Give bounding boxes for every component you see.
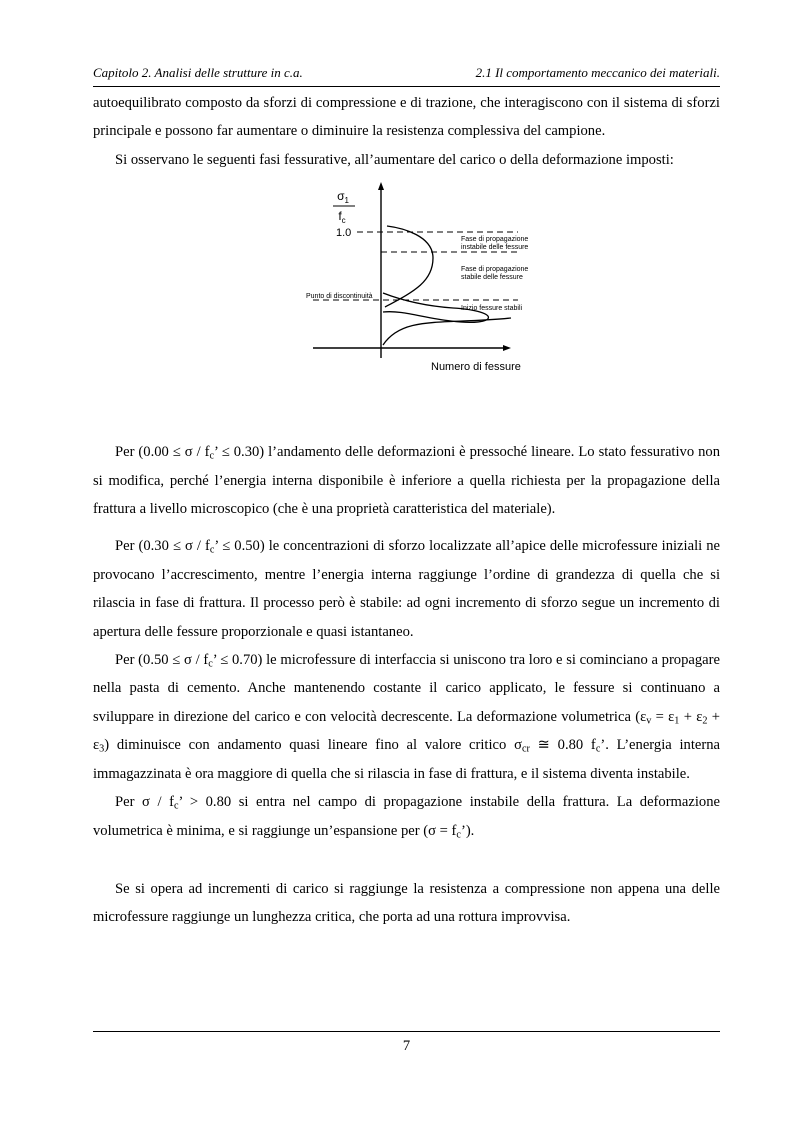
- y-axis-arrow: [378, 182, 384, 190]
- x-axis-arrow: [503, 345, 511, 351]
- label-discontinuity-point: Punto di discontinuità: [306, 293, 373, 301]
- paragraph-phase-0-30: Per ($0.00 \le \sigma / f_c$’ ≤ 0.30) l’andamento delle deformazioni è pressoché lineare. Lo stato fessurativo non si modifica, perché l’energia interna disponibile è inferiore a quella richiesta per la propagazione della frattura a livello microscopico (che è una proprietà caratteristica del materiale).: [93, 444, 720, 518]
- paragraph-phase-50-70: Per ($0.50 \le \sigma / f_c$’ ≤ 0.70) le microfessure di interfaccia si uniscono tra loro e si cominciano a propagare nella pasta di cemento. Anche mantenendo costante il carico applicato, le fessure si continuano a sviluppare in direzione del carico e con velocità decrescente. La deformazione volumetrica $(\varepsilon_v = \varepsilon_1 + \varepsilon_2 + \varepsilon_3)$ diminuisce con andamento quasi lineare fino al valore critico $\sigma_{cr}$ ≅ 0.80 $f_c$’. L’energia interna immagazzinata è ora maggiore di quella che si rilascia in fase di frattura, e il sistema diventa instabile.: [93, 652, 721, 782]
- paragraph-load-increments: [93, 875, 720, 932]
- header-section-title: 2.1 Il comportamento meccanico dei materiali.: [475, 65, 720, 80]
- crack-phase-diagram: [306, 180, 633, 380]
- label-stable-line2: stabile delle fessure: [461, 274, 523, 282]
- page-number: 7: [402, 1038, 411, 1054]
- paragraph-text: Si osservano le seguenti fasi fessurative, all’aumentare del carico o della deformazione imposti:: [115, 151, 674, 168]
- paragraph-text: autoequilibrato composto da sforzi di compressione e di trazione, che interagiscono con il sistema di sforzi principale e possono far aumentare o diminuire la resistenza complessiva del campione.: [93, 95, 720, 140]
- running-header: [93, 60, 720, 87]
- y-label-denominator: $f_c$: [338, 209, 346, 226]
- paragraph-phase-30-50: Per ($0.30 \le \sigma / f_c$’ ≤ 0.50) le concentrazioni di sforzo localizzate all’apice delle microfessure iniziali ne provocano l’accrescimento, mentre l’energia interna raggiunge l’ordine di grandezza di quella che si rilascia in fase di frattura. Il processo però è stabile: ad ogni incremento di sforzo segue un incremento di apertura delle fessure proporzionale e quasi istantaneo.: [93, 538, 720, 640]
- document-page: [93, 0, 720, 1123]
- label-unstable-line1: Fase di propagazione: [461, 236, 529, 244]
- label-stable-crack-start: Inizio fessure stabili: [461, 305, 523, 313]
- curve-lower: [383, 318, 511, 345]
- paragraph-text: Se si opera ad incrementi di carico si raggiunge la resistenza a compressione non appena una delle microfessure raggiunge un lunghezza critica, che porta ad una rottura improvvisa.: [93, 880, 720, 926]
- curve-propagation: [385, 226, 433, 307]
- label-stable-line1: Fase di propagazione: [461, 266, 529, 274]
- x-axis-label: Numero di fessure: [431, 361, 521, 374]
- footer-rule: [93, 1031, 720, 1032]
- paragraph-phase-above-80: Per σ / $f_c$’ > 0.80 si entra nel campo di propagazione instabile della frattura. La deformazione volumetrica è minima, e si raggiunge un’espansione per $(\sigma = f_c’)$.: [93, 794, 720, 841]
- body-text: [93, 89, 720, 932]
- crack-phase-figure: [93, 174, 720, 438]
- label-unstable-line2: instabile delle fessure: [461, 244, 529, 252]
- paragraph-continuation: [93, 89, 720, 146]
- header-chapter-title: Capitolo 2. Analisi delle strutture in c.a.: [93, 65, 303, 80]
- y-label-numerator: $\sigma_1$: [337, 189, 349, 206]
- y-tick-1-0: 1.0: [336, 227, 352, 240]
- paragraph-intro-phases: [93, 146, 720, 174]
